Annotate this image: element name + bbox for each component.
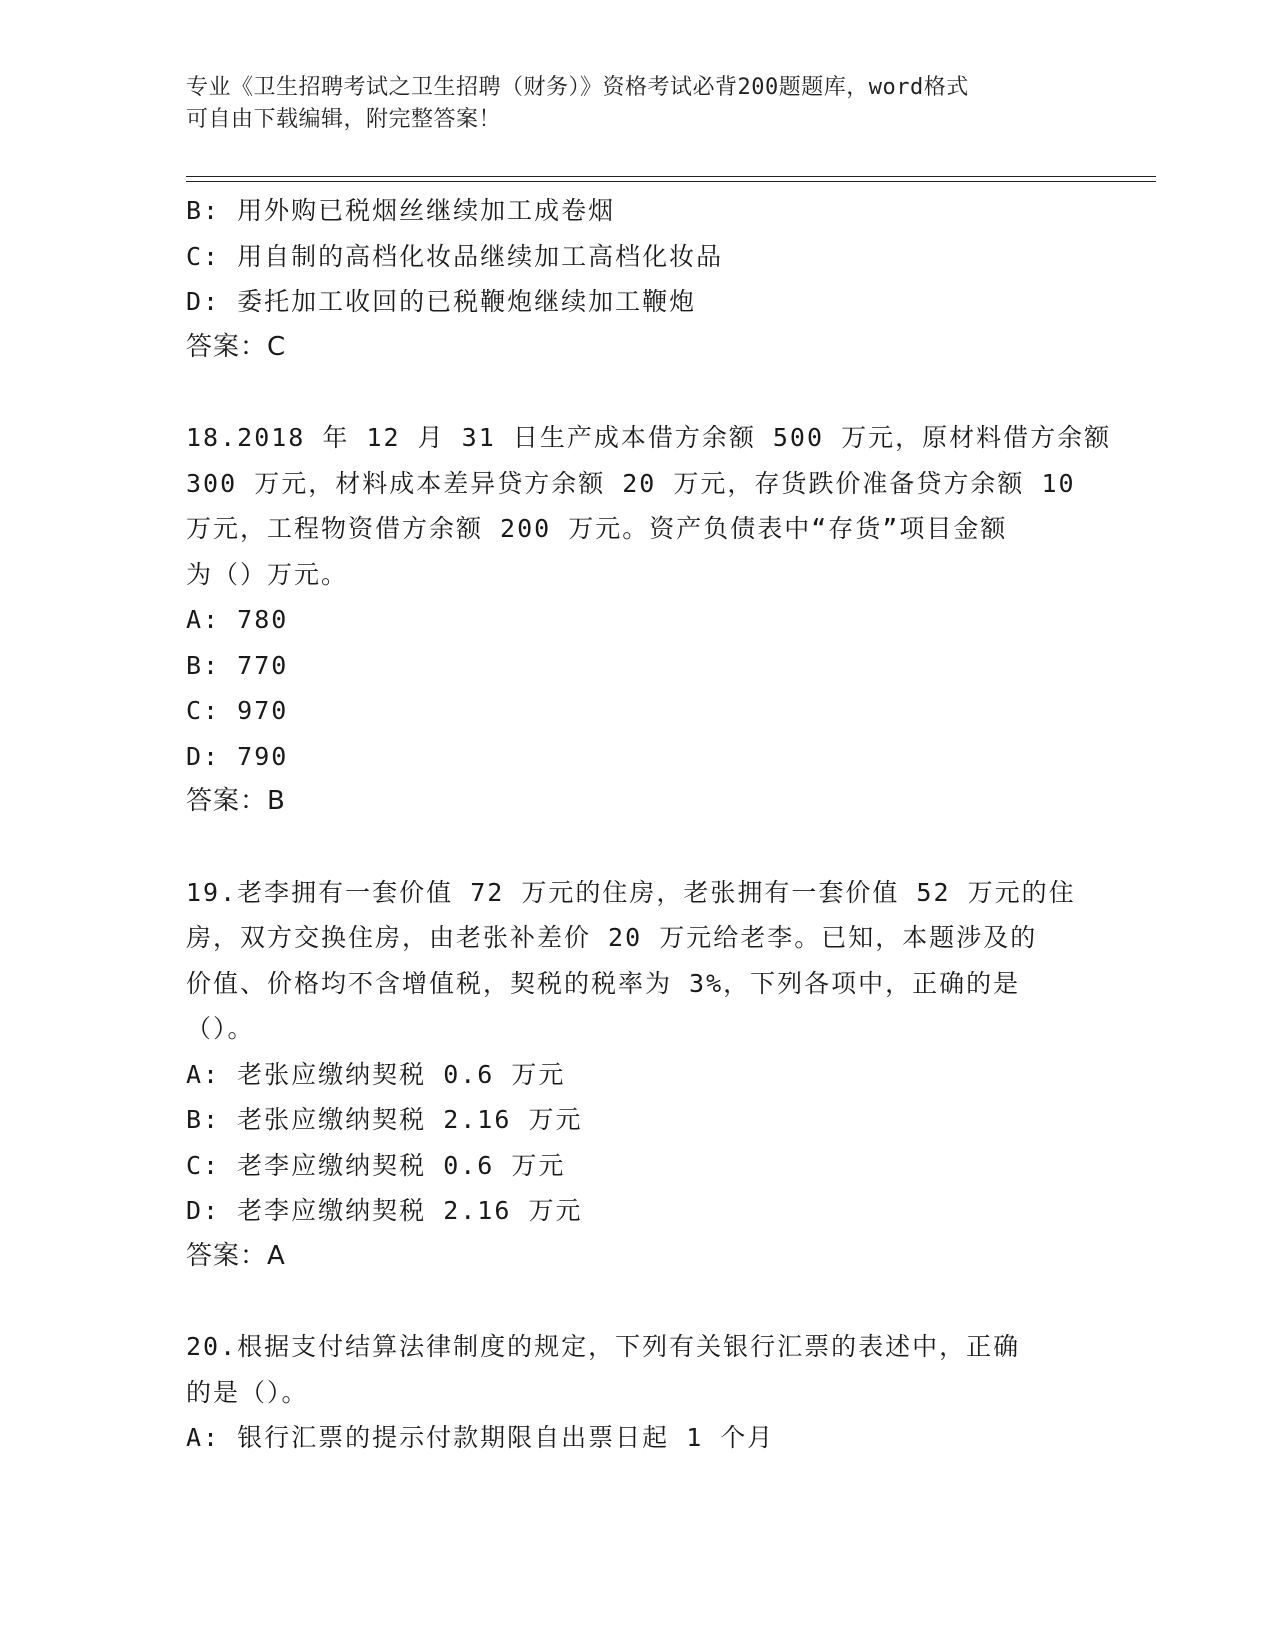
option-c: C: 970 bbox=[186, 696, 289, 725]
option-a: A: 老张应缴纳契税 0.6 万元 bbox=[186, 1059, 566, 1089]
question-stem-line: 万元，工程物资借方余额 200 万元。资产负债表中“存货”项目金额 bbox=[186, 514, 1008, 543]
question-stem-line: 的是（）。 bbox=[186, 1377, 309, 1407]
option-a: A: 780 bbox=[186, 605, 289, 634]
option-d: D: 老李应缴纳契税 2.16 万元 bbox=[186, 1196, 583, 1225]
question-stem-line: 18.2018 年 12 月 31 日生产成本借方余额 500 万元，原材料借方余额 bbox=[186, 423, 1112, 452]
question-stem-line: （）。 bbox=[186, 1014, 255, 1043]
question-19 bbox=[186, 870, 1086, 1280]
answer-label: 答案：A bbox=[186, 1240, 286, 1271]
option-b: B: 老张应缴纳契税 2.16 万元 bbox=[186, 1105, 583, 1134]
question-stem-line: 19.老李拥有一套价值 72 万元的住房，老张拥有一套价值 52 万元的住 bbox=[186, 877, 1076, 907]
document-header bbox=[186, 72, 1086, 136]
question-stem-line: 20.根据支付结算法律制度的规定，下列有关银行汇票的表述中，正确 bbox=[186, 1332, 1021, 1361]
spacer bbox=[186, 1279, 1086, 1324]
answer-label: 答案：B bbox=[186, 786, 286, 816]
question-20 bbox=[186, 1324, 1086, 1461]
spacer bbox=[186, 825, 1086, 870]
option-b: B: 用外购已税烟丝继续加工成卷烟 bbox=[186, 196, 616, 225]
header-divider-bottom bbox=[186, 181, 1156, 182]
answer-label: 答案：C bbox=[186, 331, 287, 362]
header-divider-top bbox=[186, 176, 1156, 177]
question-17 bbox=[186, 188, 1086, 370]
option-a: A: 银行汇票的提示付款期限自出票日起 1 个月 bbox=[186, 1423, 775, 1452]
option-c: C: 老李应缴纳契税 0.6 万元 bbox=[186, 1150, 566, 1180]
question-stem-line: 为（）万元。 bbox=[186, 559, 349, 589]
option-d: D: 790 bbox=[186, 741, 289, 771]
question-18 bbox=[186, 415, 1112, 825]
question-stem-line: 价值、价格均不含增值税，契税的税率为 3%，下列各项中，正确的是 bbox=[186, 968, 1021, 998]
question-content bbox=[186, 188, 1112, 1461]
spacer bbox=[186, 370, 1086, 415]
option-b: B: 770 bbox=[186, 650, 289, 680]
header-title-line-1: 专业《卫生招聘考试之卫生招聘（财务）》资格考试必背200题题库，word格式 bbox=[186, 75, 969, 100]
question-stem-line: 房，双方交换住房，由老张补差价 20 万元给老李。已知，本题涉及的 bbox=[186, 923, 1038, 952]
header-title-line-2: 可自由下载编辑，附完整答案！ bbox=[186, 107, 502, 132]
option-d: D: 委托加工收回的已税鞭炮继续加工鞭炮 bbox=[186, 287, 697, 316]
question-stem-line: 300 万元，材料成本差异贷方余额 20 万元，存货跌价准备贷方余额 10 bbox=[186, 468, 1076, 498]
option-c: C: 用自制的高档化妆品继续加工高档化妆品 bbox=[186, 241, 724, 271]
